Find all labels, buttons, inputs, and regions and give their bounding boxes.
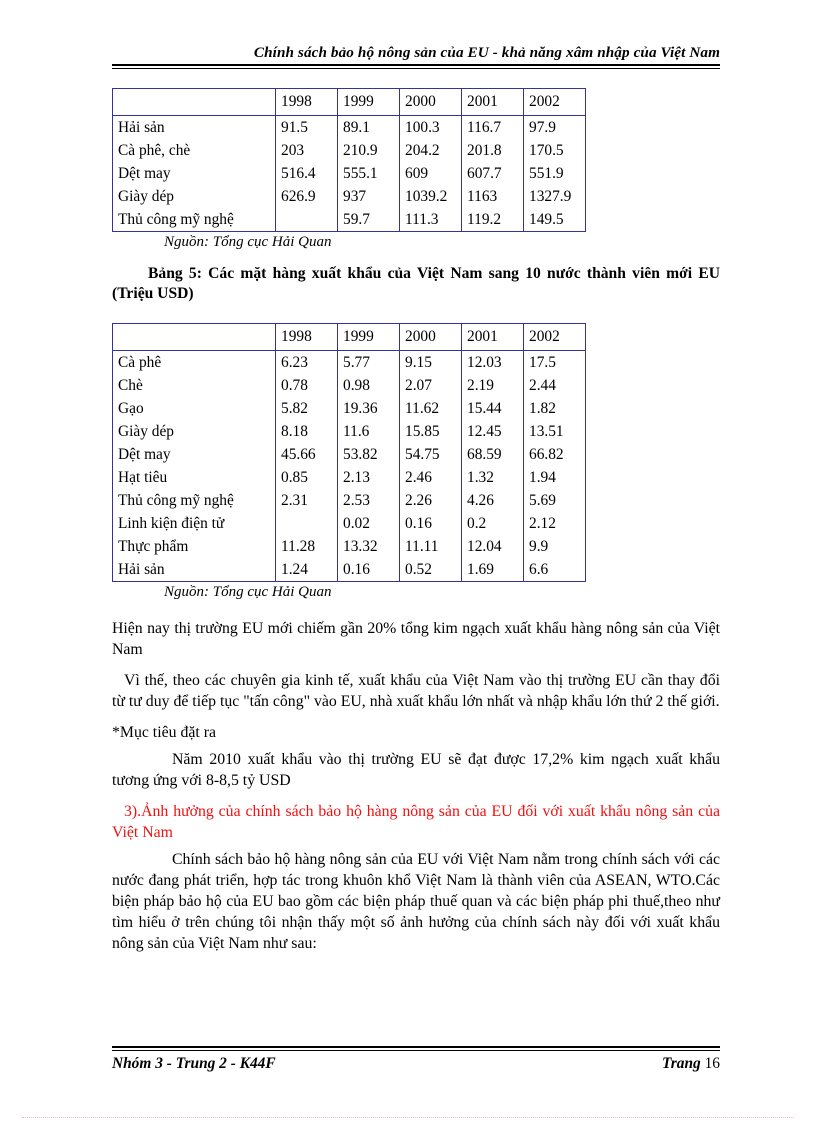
table-row <box>113 397 586 420</box>
cell-2000: 100.3 <box>400 116 462 140</box>
cell-1998: 6.23 <box>276 350 338 374</box>
row-label: Giày dép <box>113 185 276 208</box>
column-header-1999: 1999 <box>338 89 400 116</box>
cell-2001: 2.19 <box>462 374 524 397</box>
row-label: Gạo <box>113 397 276 420</box>
column-header-2002: 2002 <box>524 323 586 350</box>
paragraph-objective-body <box>112 749 720 791</box>
cell-2001: 12.04 <box>462 535 524 558</box>
cell-2001: 1163 <box>462 185 524 208</box>
cell-1999: 937 <box>338 185 400 208</box>
table-row <box>113 420 586 443</box>
table-row <box>113 374 586 397</box>
column-header-2000: 2000 <box>400 323 462 350</box>
row-label: Cà phê <box>113 350 276 374</box>
section-heading-3-text: 3).Ảnh hưởng của chính sách bảo hộ hàng nông sản của EU đối với xuất khẩu nông sản của Việt Nam <box>112 802 720 841</box>
row-label: Hải sản <box>113 558 276 582</box>
cell-2000: 609 <box>400 162 462 185</box>
cell-2001: 12.45 <box>462 420 524 443</box>
table-header-row <box>113 89 586 116</box>
cell-2001: 607.7 <box>462 162 524 185</box>
column-header-label <box>113 89 276 116</box>
cell-1999: 13.32 <box>338 535 400 558</box>
footer-page-number: 16 <box>700 1054 720 1072</box>
table-row <box>113 512 586 535</box>
row-label: Dệt may <box>113 162 276 185</box>
row-label: Cà phê, chè <box>113 139 276 162</box>
cell-2002: 2.44 <box>529 376 556 394</box>
cell-1999: 19.36 <box>338 397 400 420</box>
table-row <box>113 466 586 489</box>
column-header-1998: 1998 <box>276 323 338 350</box>
cell-2001: 1.32 <box>462 466 524 489</box>
cell-1998 <box>276 208 338 232</box>
page-footer <box>112 1046 720 1073</box>
cell-1999: 89.1 <box>338 116 400 140</box>
cell-2000: 11.62 <box>400 397 462 420</box>
cell-1999: 0.16 <box>338 558 400 582</box>
cell-1998: 0.78 <box>276 374 338 397</box>
footer-page-label: Trang <box>661 1054 701 1072</box>
cell-1999: 2.53 <box>338 489 400 512</box>
cell-1998: 11.28 <box>276 535 338 558</box>
cell-1998: 1.24 <box>276 558 338 582</box>
cell-2000: 111.3 <box>400 208 462 232</box>
export-table-eu15 <box>112 88 586 232</box>
cell-2001: 15.44 <box>462 397 524 420</box>
cell-2001: 1.69 <box>462 558 524 582</box>
cell-1998: 626.9 <box>276 185 338 208</box>
row-label: Hạt tiêu <box>113 466 276 489</box>
export-table-eu10-new-members <box>112 323 586 582</box>
footer-page-indicator <box>662 1055 720 1073</box>
header-rule <box>112 64 720 69</box>
column-header-2002: 2002 <box>524 89 586 116</box>
paragraph-policy-summary <box>112 849 720 954</box>
cell-1998 <box>276 512 338 535</box>
table-4-source: Nguồn: Tổng cục Hải Quan <box>164 234 332 251</box>
row-label: Giày dép <box>113 420 276 443</box>
table-row <box>113 350 586 374</box>
table-header-row <box>113 323 586 350</box>
table-row <box>113 208 586 232</box>
cell-1998: 516.4 <box>276 162 338 185</box>
table-row <box>113 489 586 512</box>
row-label: Thực phẩm <box>113 535 276 558</box>
cell-2000: 15.85 <box>400 420 462 443</box>
cell-1999: 59.7 <box>338 208 400 232</box>
cell-2001: 201.8 <box>462 139 524 162</box>
cell-1998: 8.18 <box>276 420 338 443</box>
cell-2002: 170.5 <box>529 141 564 159</box>
column-header-1999: 1999 <box>338 323 400 350</box>
cell-1998: 91.5 <box>276 116 338 140</box>
paragraph-experts-text: Vì thế, theo các chuyên gia kinh tế, xuất khẩu của Việt Nam vào thị trường EU cần thay đổi từ tư duy để tiếp tục "tấn công" vào EU, nhà xuất khẩu lớn nhất và nhập khẩu lớn thứ 2 thế giới. <box>112 671 720 710</box>
cell-2000: 2.07 <box>400 374 462 397</box>
cell-2001: 12.03 <box>462 350 524 374</box>
table-row <box>113 162 586 185</box>
cell-2001: 0.2 <box>462 512 524 535</box>
table-5-source: Nguồn: Tổng cục Hải Quan <box>164 583 332 600</box>
paragraph-objective-text: Năm 2010 xuất khẩu vào thị trường EU sẽ đạt được 17,2% kim ngạch xuất khẩu tương ứng với 8-8,5 tỷ USD <box>112 750 720 789</box>
cell-2000: 9.15 <box>400 350 462 374</box>
cell-2001: 4.26 <box>462 489 524 512</box>
cell-2002: 17.5 <box>529 353 556 371</box>
table-row <box>113 116 586 140</box>
row-label: Dệt may <box>113 443 276 466</box>
cell-2002: 551.9 <box>529 164 564 182</box>
cell-2001: 116.7 <box>462 116 524 140</box>
cell-1999: 0.98 <box>338 374 400 397</box>
cell-2002: 9.9 <box>529 537 549 555</box>
column-header-2000: 2000 <box>400 89 462 116</box>
cell-2002: 149.5 <box>529 210 564 228</box>
cell-1999: 555.1 <box>338 162 400 185</box>
cell-2002: 97.9 <box>529 118 556 136</box>
cell-2002: 2.12 <box>529 514 556 532</box>
cell-2000: 2.46 <box>400 466 462 489</box>
cell-2000: 0.52 <box>400 558 462 582</box>
cell-1998: 45.66 <box>276 443 338 466</box>
cell-1998: 203 <box>276 139 338 162</box>
cell-2002: 66.82 <box>529 445 564 463</box>
cell-2000: 2.26 <box>400 489 462 512</box>
cell-2000: 54.75 <box>400 443 462 466</box>
page-content <box>112 0 720 954</box>
table-row <box>113 139 586 162</box>
table-5-wrapper <box>112 323 720 582</box>
cell-1999: 2.13 <box>338 466 400 489</box>
column-header-label <box>113 323 276 350</box>
cell-2001: 119.2 <box>462 208 524 232</box>
cell-2000: 11.11 <box>400 535 462 558</box>
cell-2000: 204.2 <box>400 139 462 162</box>
footer-group-label: Nhóm 3 - Trung 2 - K44F <box>112 1054 276 1072</box>
table-row <box>113 185 586 208</box>
table-5-caption <box>112 264 720 304</box>
cell-1999: 11.6 <box>338 420 400 443</box>
paragraph-eu-share: Hiện nay thị trường EU mới chiếm gần 20% tổng kim ngạch xuất khẩu hàng nông sản của Việt Nam <box>112 619 720 658</box>
footer-row <box>112 1055 720 1073</box>
cell-1998: 2.31 <box>276 489 338 512</box>
paragraph-experts <box>112 670 720 712</box>
row-label: Hải sản <box>113 116 276 140</box>
running-header <box>112 0 720 61</box>
cell-2002: 6.6 <box>529 560 549 578</box>
cell-2002: 1.94 <box>529 468 556 486</box>
table-row <box>113 443 586 466</box>
running-header-title: Chính sách bảo hộ nông sản của EU - khả năng xâm nhập của Việt Nam <box>253 44 720 61</box>
scan-artifact-line <box>22 1117 794 1118</box>
column-header-2001: 2001 <box>462 89 524 116</box>
cell-2002: 13.51 <box>529 422 564 440</box>
footer-rule <box>112 1046 720 1051</box>
column-header-1998: 1998 <box>276 89 338 116</box>
cell-2002: 1327.9 <box>529 187 572 205</box>
table-4-wrapper <box>112 88 720 232</box>
cell-1999: 0.02 <box>338 512 400 535</box>
table-5-caption-text: Bảng 5: Các mặt hàng xuất khẩu của Việt Nam sang 10 nước thành viên mới EU (Triệu USD) <box>112 265 720 303</box>
column-header-2001: 2001 <box>462 323 524 350</box>
cell-2000: 0.16 <box>400 512 462 535</box>
row-label: Linh kiện điện tử <box>113 512 276 535</box>
cell-1998: 0.85 <box>276 466 338 489</box>
cell-2002: 5.69 <box>529 491 556 509</box>
row-label: Thủ công mỹ nghệ <box>113 208 276 232</box>
row-label: Chè <box>113 374 276 397</box>
cell-2000: 1039.2 <box>400 185 462 208</box>
paragraph-objective-heading: *Mục tiêu đặt ra <box>112 723 216 741</box>
table-row <box>113 558 586 582</box>
table-row <box>113 535 586 558</box>
section-heading-3 <box>112 801 720 843</box>
cell-1999: 210.9 <box>338 139 400 162</box>
cell-2001: 68.59 <box>462 443 524 466</box>
cell-1999: 53.82 <box>338 443 400 466</box>
cell-1999: 5.77 <box>338 350 400 374</box>
row-label: Thủ công mỹ nghệ <box>113 489 276 512</box>
cell-1998: 5.82 <box>276 397 338 420</box>
cell-2002: 1.82 <box>529 399 556 417</box>
paragraph-policy-summary-text: Chính sách bảo hộ hàng nông sản của EU với Việt Nam nằm trong chính sách với các nước đang phát triển, hợp tác trong khuôn khổ Việt Nam là thành viên của ASEAN, WTO.Các biện pháp bảo hộ của EU bao gồm các biện pháp thuế quan và các biện pháp phi thuế,theo như tìm hiểu ở trên chúng tôi nhận thấy một số ảnh hưởng của chính sách này đối với xuất khẩu nông sản của Việt Nam như sau: <box>112 850 720 952</box>
